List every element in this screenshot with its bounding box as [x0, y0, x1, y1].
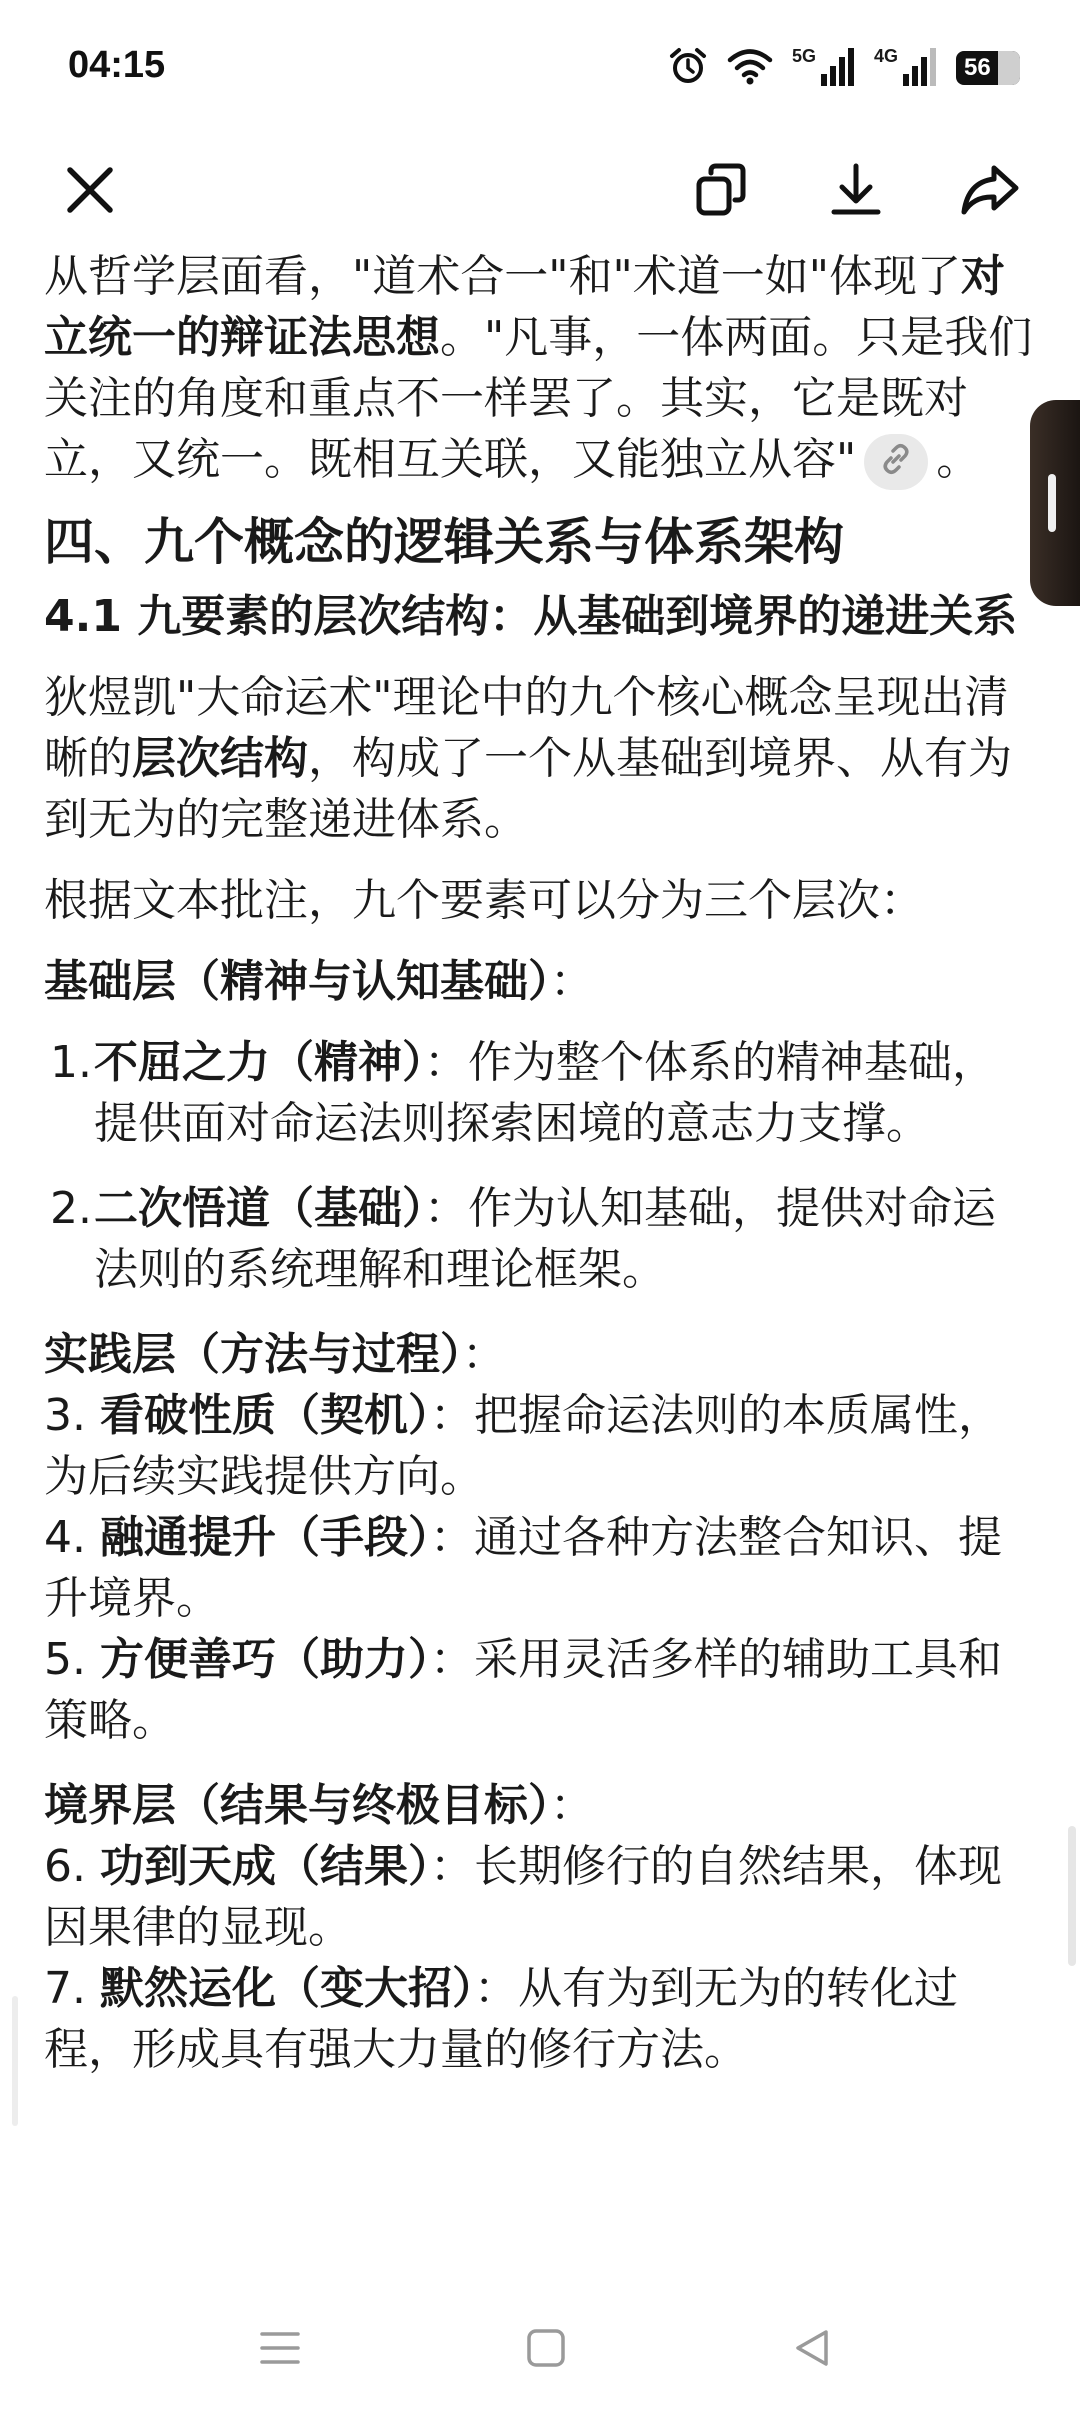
download-icon [826, 160, 886, 224]
article-content [44, 246, 1034, 2236]
side-panel-handle[interactable] [1030, 400, 1080, 606]
battery-level: 56 [964, 54, 991, 81]
status-time: 04:15 [68, 44, 166, 86]
status-icons [668, 46, 1020, 90]
close-button[interactable] [48, 150, 132, 234]
paragraph-philosophy: 从哲学层面看，"道术合一"和"术道一如"体现了对立统一的辩证法思想。"凡事，一体两面。只是我们关注的角度和重点不一样罢了。其实，它是既对立，又统一。既相互关联，又能独立从容" 。 [44, 246, 1034, 490]
scrollbar[interactable] [1068, 1826, 1076, 1966]
list-item: 7. 默然运化（变大招）：从有为到无为的转化过程，形成具有强大力量的修行方法。 [44, 1963, 958, 2075]
download-button[interactable] [814, 150, 898, 234]
paragraph-layers-intro: 根据文本批注，九个要素可以分为三个层次： [44, 875, 924, 926]
share-icon [958, 160, 1022, 224]
edge-gesture-indicator [12, 1996, 18, 2126]
status-bar [0, 0, 1080, 140]
list-item: 1. 不屈之力（精神）：作为整个体系的精神基础，提供面对命运法则探索困境的意志力支撑。 [50, 1037, 996, 1149]
copy-button[interactable] [680, 150, 764, 234]
section-heading-4: 四、九个概念的逻辑关系与体系架构 [44, 513, 844, 571]
top-toolbar [0, 140, 1080, 250]
wifi-icon [726, 47, 774, 89]
list-item: 6. 功到天成（结果）：长期修行的自然结果，体现因果律的显现。 [44, 1841, 1002, 1953]
side-panel-handle-bar [1048, 474, 1056, 532]
list-item: 4. 融通提升（手段）：通过各种方法整合知识、提升境界。 [44, 1512, 1002, 1624]
list-item: 2. 二次悟道（基础）：作为认知基础，提供对命运法则的系统理解和理论框架。 [50, 1183, 996, 1295]
signal-icon-2 [902, 46, 938, 90]
layer-3-title: 境界层（结果与终极目标）： [44, 1780, 594, 1831]
section-heading-4-1: 4.1 九要素的层次结构：从基础到境界的递进关系 [44, 591, 1018, 642]
close-icon [62, 162, 118, 222]
back-icon [790, 2326, 834, 2374]
home-button[interactable] [516, 2320, 576, 2380]
bold-text: 对立统一的辩证法思想 [44, 251, 1005, 363]
back-button[interactable] [782, 2320, 842, 2380]
battery-icon [956, 51, 1020, 85]
system-navigation-bar [0, 2290, 1080, 2412]
menu-icon [258, 2328, 302, 2372]
layer-2-title: 实践层（方法与过程）： [44, 1329, 506, 1380]
home-icon [524, 2326, 568, 2374]
network-label-5g: 5G [791, 45, 816, 66]
paragraph-structure: 狄煜凯"大命运术"理论中的九个核心概念呈现出清晰的层次结构，构成了一个从基础到境界、从有为到无为的完整递进体系。 [44, 672, 1012, 845]
link-icon [878, 432, 914, 493]
share-button[interactable] [948, 150, 1032, 234]
layer-1-title: 基础层（精神与认知基础）： [44, 956, 594, 1007]
list-item: 3. 看破性质（契机）：把握命运法则的本质属性，为后续实践提供方向。 [44, 1390, 1002, 1502]
signal-icon [820, 46, 856, 90]
list-item: 5. 方便善巧（助力）：采用灵活多样的辅助工具和策略。 [44, 1634, 1002, 1746]
link-button[interactable] [864, 434, 928, 490]
alarm-icon [668, 46, 708, 90]
copy-icon [692, 160, 752, 224]
network-label-4g: 4G [873, 45, 898, 66]
menu-button[interactable] [250, 2320, 310, 2380]
